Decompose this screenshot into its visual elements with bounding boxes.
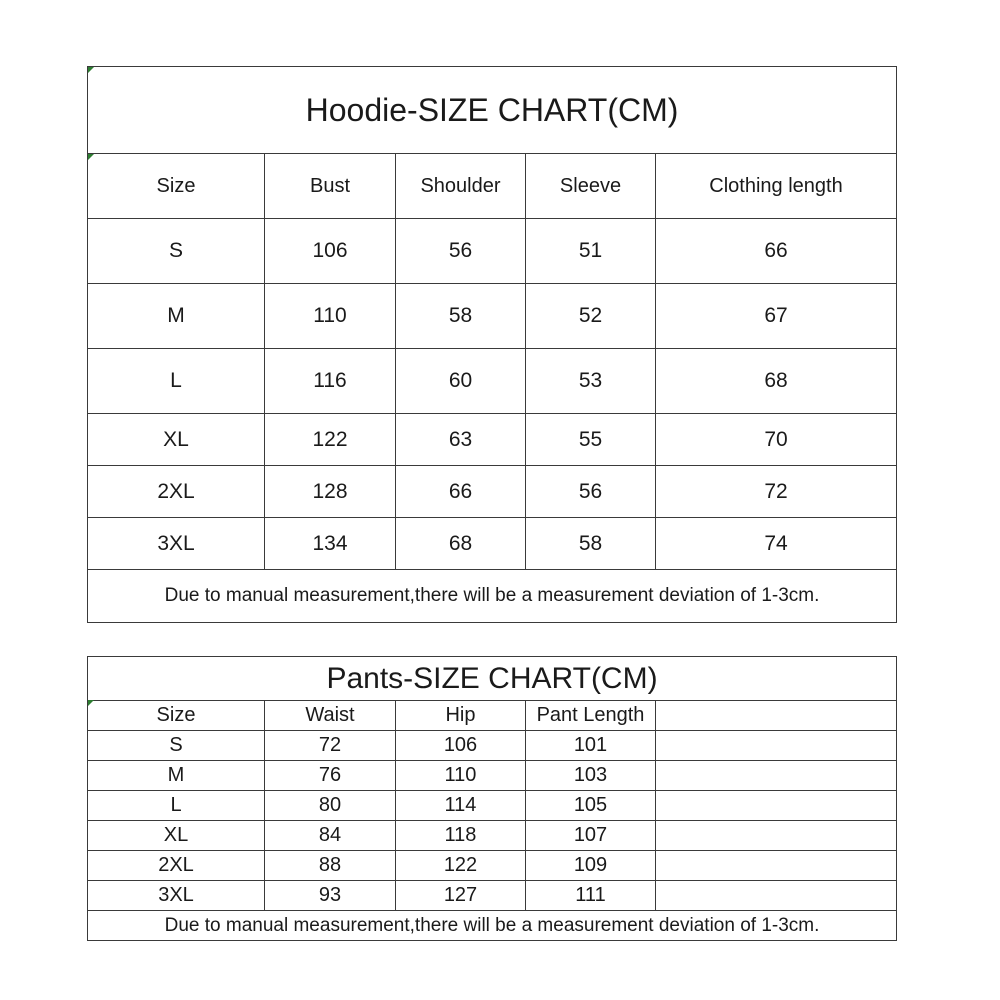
table-cell: 134 xyxy=(265,518,396,570)
table-cell: 67 xyxy=(656,284,897,349)
table-row xyxy=(88,414,897,466)
hoodie-measurement-note: Due to manual measurement,there will be a measurement deviation of 1-3cm. xyxy=(88,570,897,623)
table-row xyxy=(88,284,897,349)
hoodie-header-cell: Size xyxy=(88,154,265,219)
table-cell: XL xyxy=(88,414,265,466)
table-cell: 110 xyxy=(396,761,526,791)
table-cell: 56 xyxy=(526,466,656,518)
table-cell: 111 xyxy=(526,881,656,911)
table-row xyxy=(88,821,897,851)
cell-marker-icon xyxy=(88,67,94,73)
table-cell: 55 xyxy=(526,414,656,466)
table-row xyxy=(88,851,897,881)
table-row xyxy=(88,219,897,284)
cell-marker-icon xyxy=(88,154,94,160)
table-cell: L xyxy=(88,349,265,414)
table-cell: 84 xyxy=(265,821,396,851)
table-cell: 3XL xyxy=(88,881,265,911)
table-cell: 53 xyxy=(526,349,656,414)
table-cell: L xyxy=(88,791,265,821)
table-cell: 105 xyxy=(526,791,656,821)
table-cell: 107 xyxy=(526,821,656,851)
table-row xyxy=(88,791,897,821)
table-cell: 51 xyxy=(526,219,656,284)
hoodie-header-cell: Clothing length xyxy=(656,154,897,219)
pants-header-cell: Waist xyxy=(265,701,396,731)
pants-size-chart xyxy=(87,656,897,941)
hoodie-title: Hoodie-SIZE CHART(CM) xyxy=(88,67,897,154)
pants-header-cell: Size xyxy=(88,701,265,731)
table-cell: 93 xyxy=(265,881,396,911)
table-cell xyxy=(656,851,897,881)
table-row xyxy=(88,518,897,570)
table-cell: 56 xyxy=(396,219,526,284)
table-row xyxy=(88,466,897,518)
table-cell: 118 xyxy=(396,821,526,851)
table-cell: M xyxy=(88,284,265,349)
table-cell: 63 xyxy=(396,414,526,466)
table-row xyxy=(88,731,897,761)
table-cell: 88 xyxy=(265,851,396,881)
hoodie-header-row xyxy=(88,154,897,219)
table-cell: 68 xyxy=(396,518,526,570)
hoodie-header-cell: Shoulder xyxy=(396,154,526,219)
table-cell: S xyxy=(88,219,265,284)
table-cell: 103 xyxy=(526,761,656,791)
table-row xyxy=(88,761,897,791)
table-cell: 66 xyxy=(656,219,897,284)
table-cell: 60 xyxy=(396,349,526,414)
hoodie-header-cell: Sleeve xyxy=(526,154,656,219)
table-cell: 116 xyxy=(265,349,396,414)
cell-marker-icon xyxy=(88,700,94,706)
table-cell: 122 xyxy=(396,851,526,881)
table-cell: 109 xyxy=(526,851,656,881)
pants-header-cell: Pant Length xyxy=(526,701,656,731)
table-cell: 52 xyxy=(526,284,656,349)
table-cell: XL xyxy=(88,821,265,851)
table-cell: 106 xyxy=(396,731,526,761)
table-row xyxy=(88,881,897,911)
table-cell: 66 xyxy=(396,466,526,518)
hoodie-size-chart xyxy=(87,66,897,623)
table-cell xyxy=(656,791,897,821)
table-cell: 122 xyxy=(265,414,396,466)
table-cell: 76 xyxy=(265,761,396,791)
pants-header-row xyxy=(88,701,897,731)
table-cell: 128 xyxy=(265,466,396,518)
table-cell: 70 xyxy=(656,414,897,466)
table-cell xyxy=(656,821,897,851)
table-cell: 58 xyxy=(526,518,656,570)
table-cell: 74 xyxy=(656,518,897,570)
table-cell xyxy=(656,761,897,791)
table-cell: M xyxy=(88,761,265,791)
table-cell: 72 xyxy=(656,466,897,518)
table-cell: 101 xyxy=(526,731,656,761)
table-cell: 68 xyxy=(656,349,897,414)
table-row xyxy=(88,349,897,414)
pants-measurement-note: Due to manual measurement,there will be a measurement deviation of 1-3cm. xyxy=(88,911,897,941)
table-cell xyxy=(656,881,897,911)
pants-header-cell: Hip xyxy=(396,701,526,731)
table-cell: 106 xyxy=(265,219,396,284)
table-cell: S xyxy=(88,731,265,761)
table-cell: 3XL xyxy=(88,518,265,570)
pants-header-cell xyxy=(656,701,897,731)
table-cell: 72 xyxy=(265,731,396,761)
table-cell: 80 xyxy=(265,791,396,821)
table-cell xyxy=(656,731,897,761)
table-cell: 127 xyxy=(396,881,526,911)
table-cell: 114 xyxy=(396,791,526,821)
table-cell: 110 xyxy=(265,284,396,349)
table-cell: 58 xyxy=(396,284,526,349)
table-cell: 2XL xyxy=(88,466,265,518)
pants-title: Pants-SIZE CHART(CM) xyxy=(88,657,897,701)
hoodie-header-cell: Bust xyxy=(265,154,396,219)
table-cell: 2XL xyxy=(88,851,265,881)
